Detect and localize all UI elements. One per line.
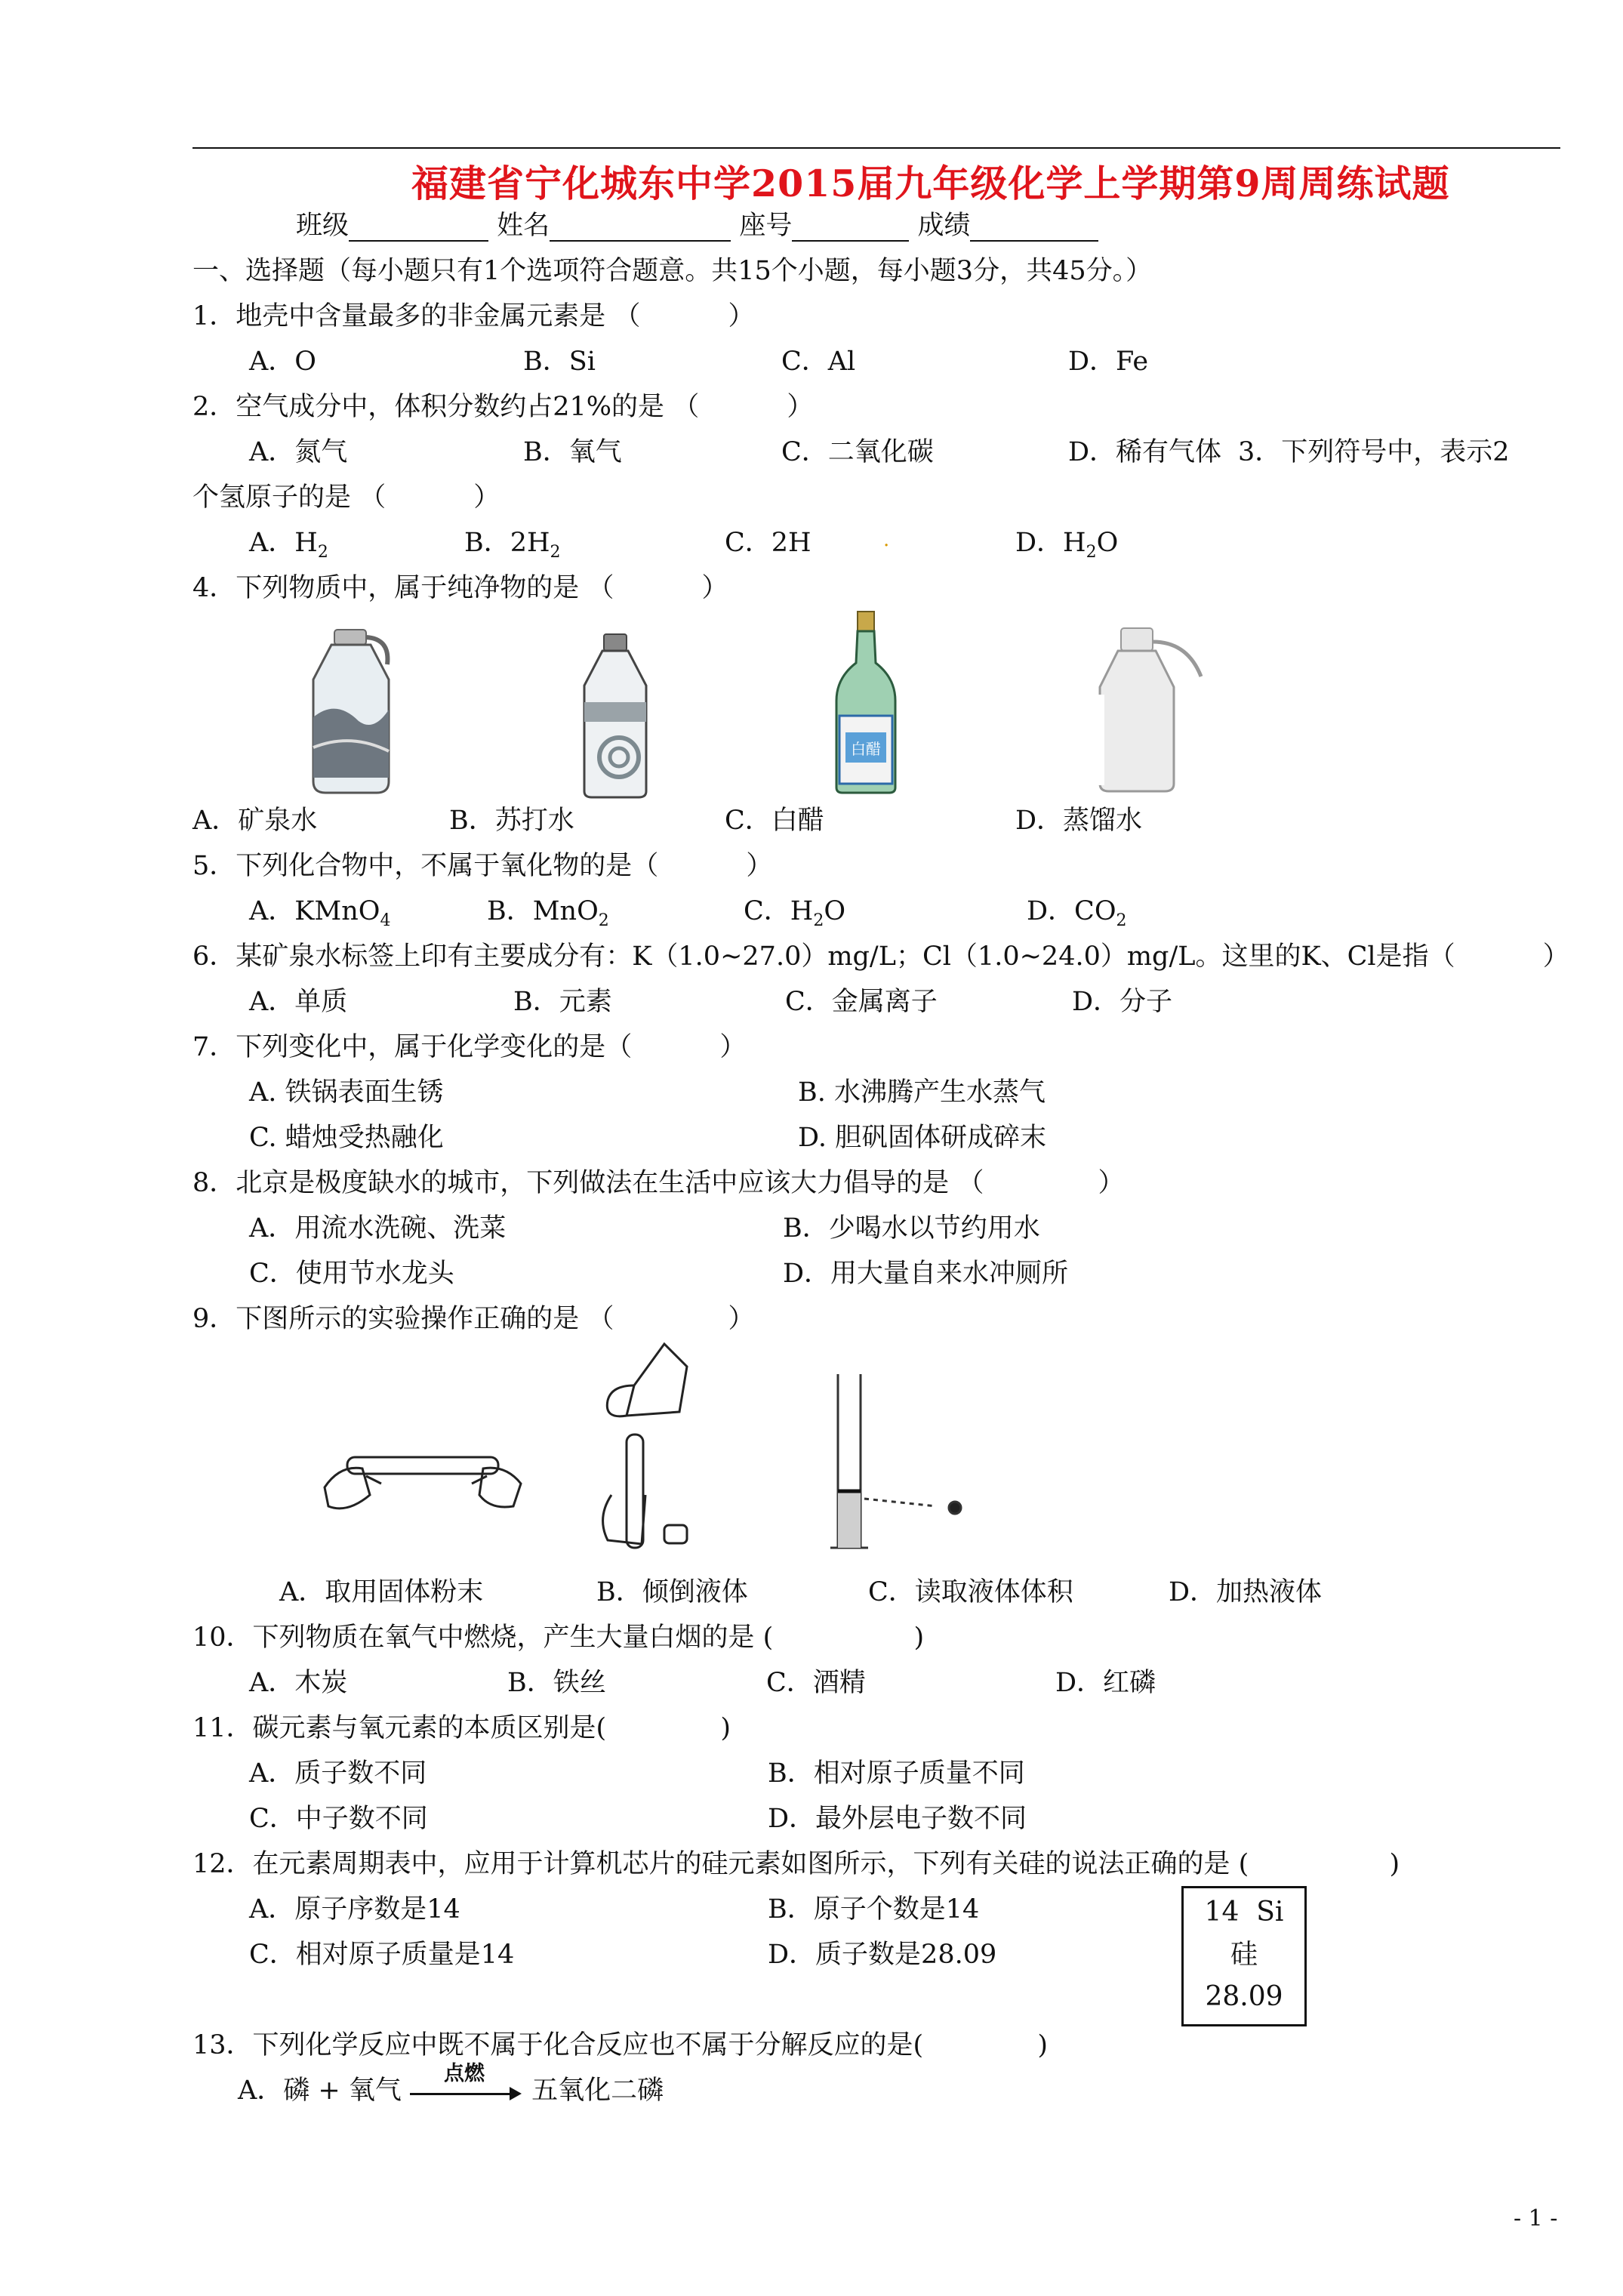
q1-option-b[interactable]: B．Si	[523, 347, 596, 377]
field-seat-blank[interactable]	[792, 214, 909, 242]
q9-option-a[interactable]: A．取用固体粉末	[279, 1577, 484, 1607]
q3-option-b[interactable]: B．$2H_2$	[464, 528, 561, 562]
q3-option-d[interactable]: D．$H_2O$	[1015, 528, 1119, 562]
q11-option-a[interactable]: A．质子数不同	[249, 1758, 427, 1789]
reaction-arrow	[410, 2062, 523, 2106]
q8-option-c[interactable]: C．使用节水龙头	[249, 1259, 454, 1289]
q7-option-a[interactable]: A. 铁锅表面生锈	[249, 1077, 444, 1108]
page-title: 福建省宁化城东中学2015届九年级化学上学期第9周周练试题	[411, 162, 1450, 205]
element-symbol: Si	[1256, 1897, 1284, 1928]
q10-option-c[interactable]: C．酒精	[766, 1668, 866, 1698]
field-seat-label: 座号	[739, 211, 793, 241]
q5-option-d[interactable]: D．$CO_2$	[1027, 896, 1127, 930]
q10-stem: 10．下列物质在氧气中燃烧，产生大量白烟的是 ( )	[192, 1623, 925, 1653]
lab-operations-image	[310, 1329, 1012, 1567]
q1-option-c[interactable]: C．Al	[781, 347, 856, 377]
q1-option-d[interactable]: D．Fe	[1068, 347, 1149, 377]
q12-option-c[interactable]: C．相对原子质量是14	[249, 1940, 515, 1970]
q4-option-c[interactable]: C．白醋	[725, 806, 824, 836]
soda-water-bottle-image	[574, 633, 657, 799]
q11-option-b[interactable]: B．相对原子质量不同	[768, 1758, 1025, 1789]
q3-stem-cont: 个氢原子的是 （ ）	[192, 482, 500, 513]
header-rule	[192, 147, 1560, 149]
q9-option-d[interactable]: D．加热液体	[1169, 1577, 1323, 1607]
q2-stem: 2．空气成分中，体积分数约占21%的是 （ ）	[192, 392, 814, 422]
q10-option-d[interactable]: D．红磷	[1055, 1668, 1156, 1698]
field-class-label: 班级	[296, 211, 350, 241]
q6-option-d[interactable]: D．分子	[1072, 987, 1173, 1017]
q2-option-c[interactable]: C．二氧化碳	[781, 437, 934, 467]
silicon-element-card	[1181, 1886, 1307, 2026]
q11-option-d[interactable]: D．最外层电子数不同	[768, 1804, 1027, 1834]
distilled-water-bottle-image	[1091, 627, 1204, 794]
q8-option-b[interactable]: B．少喝水以节约用水	[783, 1213, 1040, 1244]
q5-option-c[interactable]: C．$H_2O$	[744, 896, 846, 930]
q1-stem: 1．地壳中含量最多的非金属元素是 （ ）	[192, 301, 755, 331]
q12-stem: 12．在元素周期表中，应用于计算机芯片的硅元素如图所示，下列有关硅的说法正确的是 ( )	[192, 1849, 1400, 1879]
cylinder-drawing	[830, 1374, 961, 1548]
q6-option-c[interactable]: C．金属离子	[785, 987, 938, 1017]
q7-option-d[interactable]: D. 胆矾固体研成碎末	[798, 1123, 1047, 1153]
field-name-blank[interactable]	[550, 214, 731, 242]
q9-stem: 9．下图所示的实验操作正确的是 （ ）	[192, 1304, 755, 1334]
atomic-number: 14	[1204, 1897, 1240, 1928]
q1-option-a[interactable]: A．O	[249, 347, 316, 377]
q3-option-c[interactable]: C．2H	[725, 528, 812, 558]
q6-option-a[interactable]: A．单质	[249, 987, 348, 1017]
field-score-label: 成绩	[917, 211, 971, 241]
stray-dot: .	[883, 529, 890, 551]
q3-stem-start: 3．下列符号中，表示2	[1238, 437, 1510, 467]
q12-option-b[interactable]: B．原子个数是14	[768, 1894, 980, 1925]
q12-option-a[interactable]: A．原子序数是14	[249, 1894, 460, 1925]
q5-option-b[interactable]: B．MnO$_2$	[487, 896, 609, 930]
q8-option-a[interactable]: A．用流水洗碗、洗菜	[249, 1213, 507, 1244]
q9-option-c[interactable]: C．读取液体体积	[868, 1577, 1073, 1607]
q3-option-a[interactable]: A．$H_2$	[249, 528, 328, 562]
q2-option-d[interactable]: D．稀有气体	[1068, 437, 1222, 467]
field-score-blank[interactable]	[970, 214, 1098, 242]
q2-option-b[interactable]: B．氧气	[523, 437, 622, 467]
reaction-condition: 点燃	[444, 2062, 485, 2085]
section-heading: 一、选择题（每小题只有1个选项符合题意。共15个小题，每小题3分，共45分。）	[192, 256, 1153, 286]
student-info	[296, 210, 1098, 242]
page-number: - 1 -	[1514, 2205, 1558, 2232]
q13-a-product: 五氧化二磷	[531, 2076, 664, 2106]
q6-option-b[interactable]: B．元素	[513, 987, 612, 1017]
q2-option-a[interactable]: A．氮气	[249, 437, 348, 467]
q12-option-d[interactable]: D．质子数是28.09	[768, 1940, 997, 1970]
q4-option-a[interactable]: A．矿泉水	[192, 806, 318, 836]
mineral-water-bottle-image	[298, 627, 404, 797]
q7-option-c[interactable]: C. 蜡烛受热融化	[249, 1123, 444, 1153]
q7-option-b[interactable]: B. 水沸腾产生水蒸气	[798, 1077, 1046, 1108]
q5-option-a[interactable]: A．KMnO$_4$	[249, 896, 391, 930]
vinegar-label-text: 白醋	[851, 740, 881, 758]
q5-stem: 5．下列化合物中，不属于氧化物的是（ ）	[192, 851, 773, 881]
q10-option-b[interactable]: B．铁丝	[507, 1668, 606, 1698]
q4-stem: 4．下列物质中，属于纯净物的是 （ ）	[192, 573, 728, 603]
field-name-label: 姓名	[497, 211, 550, 241]
q4-option-b[interactable]: B．苏打水	[449, 806, 574, 836]
q13-stem: 13．下列化学反应中既不属于化合反应也不属于分解反应的是( )	[192, 2030, 1048, 2060]
element-name: 硅	[1230, 1939, 1258, 1970]
q9-option-b[interactable]: B．倾倒液体	[596, 1577, 748, 1607]
q11-stem: 11．碳元素与氧元素的本质区别是( )	[192, 1713, 731, 1743]
q6-stem: 6．某矿泉水标签上印有主要成分有：K（1.0~27.0）mg/L；Cl（1.0~24.0）mg/L。这里的K、Cl是指（ ）	[192, 942, 1569, 972]
powder-tube-drawing	[325, 1457, 521, 1509]
q13-a-reactants: A．磷 + 氧气	[238, 2076, 402, 2106]
q4-option-d[interactable]: D．蒸馏水	[1015, 806, 1143, 836]
q7-stem: 7．下列变化中，属于化学变化的是（ ）	[192, 1032, 747, 1062]
q8-stem: 8．北京是极度缺水的城市，下列做法在生活中应该大力倡导的是 （ ）	[192, 1168, 1125, 1198]
q13-option-a[interactable]	[238, 2062, 664, 2106]
field-class-blank[interactable]	[349, 214, 488, 242]
white-vinegar-bottle-image	[830, 610, 902, 795]
q11-option-c[interactable]: C．中子数不同	[249, 1804, 428, 1834]
atomic-mass: 28.09	[1205, 1981, 1283, 2012]
q10-option-a[interactable]: A．木炭	[249, 1668, 348, 1698]
q8-option-d[interactable]: D．用大量自来水冲厕所	[783, 1259, 1069, 1289]
pouring-drawing	[603, 1344, 687, 1548]
